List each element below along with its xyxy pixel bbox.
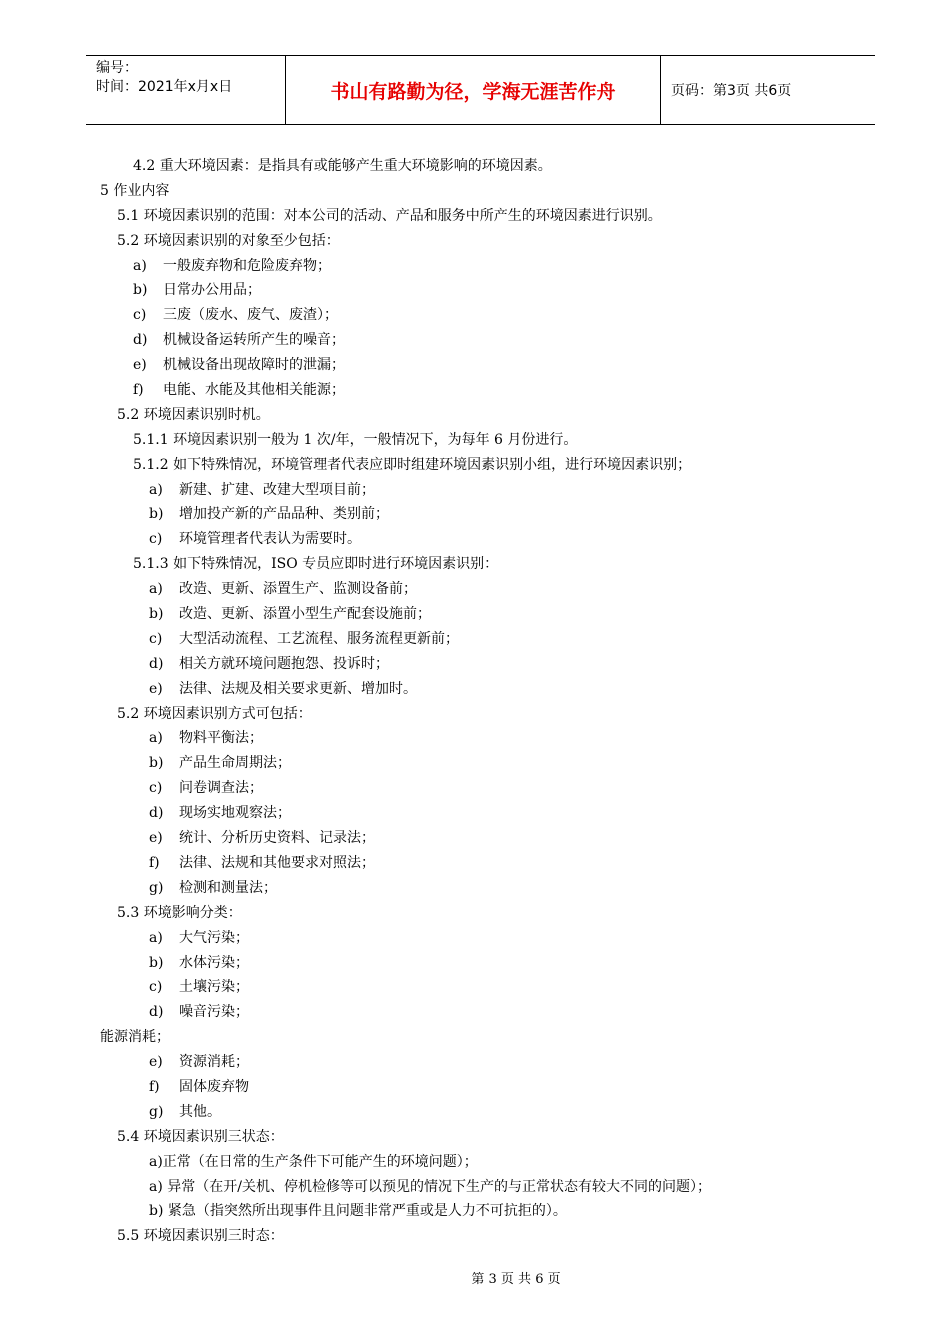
list-marker: a) xyxy=(149,581,163,598)
body-line xyxy=(0,826,950,851)
list-marker: e) xyxy=(133,357,147,374)
line-text: 物料平衡法； xyxy=(179,730,263,747)
list-marker: f) xyxy=(149,854,160,871)
list-marker: f) xyxy=(149,1078,160,1095)
line-text: a) 异常（在开/关机、停机检修等可以预见的情况下生产的与正常状态有较大不同的问题）； xyxy=(149,1178,711,1195)
body-line xyxy=(0,229,950,254)
page-footer: 第 3 页 共 6 页 xyxy=(471,1272,561,1287)
list-marker: d) xyxy=(149,1004,164,1021)
body-line xyxy=(0,1100,950,1125)
body-line xyxy=(0,428,950,453)
list-marker: c) xyxy=(149,780,163,797)
line-text: 5.2 环境因素识别的对象至少包括： xyxy=(117,232,340,249)
list-marker: b) xyxy=(149,954,164,971)
body-line xyxy=(0,602,950,627)
body-line xyxy=(0,527,950,552)
list-marker: c) xyxy=(149,630,163,647)
list-marker: b) xyxy=(149,606,164,623)
line-text: 检测和测量法； xyxy=(179,879,277,896)
body-line xyxy=(0,328,950,353)
list-marker: c) xyxy=(133,307,147,324)
list-marker: b) xyxy=(149,755,164,772)
body-line xyxy=(0,502,950,527)
body-line xyxy=(0,975,950,1000)
line-text: 5.2 环境因素识别时机。 xyxy=(117,406,270,423)
list-marker: c) xyxy=(149,979,163,996)
body-line xyxy=(0,154,950,179)
list-marker: c) xyxy=(149,531,163,548)
header-left-cell xyxy=(86,56,286,124)
body-line xyxy=(0,901,950,926)
line-text: 问卷调查法； xyxy=(179,780,263,797)
body-line xyxy=(0,776,950,801)
list-marker: d) xyxy=(133,332,148,349)
line-text: 相关方就环境问题抱怨、投诉时； xyxy=(179,655,389,672)
body-line xyxy=(0,627,950,652)
body-line xyxy=(0,378,950,403)
body-line xyxy=(0,1150,950,1175)
header-slogan: 书山有路勤为径，学海无涯苦作舟 xyxy=(286,56,661,124)
list-marker: b) xyxy=(149,506,164,523)
body-line xyxy=(0,303,950,328)
body-line xyxy=(0,1025,950,1050)
line-text: 5.1.2 如下特殊情况，环境管理者代表应即时组建环境因素识别小组，进行环境因素识别； xyxy=(133,456,692,473)
body-line xyxy=(0,478,950,503)
document-header xyxy=(86,55,875,125)
body-line xyxy=(0,726,950,751)
line-text: 三废（废水、废气、废渣）； xyxy=(163,307,338,324)
document-number-label: 编号： xyxy=(96,60,138,76)
list-marker: e) xyxy=(149,1054,163,1071)
body-line xyxy=(0,652,950,677)
line-text: 法律、法规及相关要求更新、增加时。 xyxy=(179,680,417,697)
line-text: 改造、更新、添置小型生产配套设施前； xyxy=(179,606,431,623)
line-text: 其他。 xyxy=(179,1103,221,1120)
list-marker: a) xyxy=(133,257,147,274)
body-line xyxy=(0,204,950,229)
list-marker: g) xyxy=(149,1103,164,1120)
line-text: 固体废弃物 xyxy=(179,1078,249,1095)
line-text: 一般废弃物和危险废弃物； xyxy=(163,257,331,274)
body-line xyxy=(0,1000,950,1025)
body-line xyxy=(0,677,950,702)
line-text: b) 紧急（指突然所出现事件且问题非常严重或是人力不可抗拒的）。 xyxy=(149,1203,567,1220)
list-marker: f) xyxy=(133,382,144,399)
line-text: 新建、扩建、改建大型项目前； xyxy=(179,481,375,498)
line-text: 5.1 环境因素识别的范围：对本公司的活动、产品和服务中所产生的环境因素进行识别。 xyxy=(117,207,662,224)
body-line xyxy=(0,179,950,204)
line-text: 改造、更新、添置生产、监测设备前； xyxy=(179,581,417,598)
body-line xyxy=(0,1224,950,1249)
list-marker: a) xyxy=(149,481,163,498)
line-text: 法律、法规和其他要求对照法； xyxy=(179,854,375,871)
line-text: 5.3 环境影响分类： xyxy=(117,904,242,921)
line-text: 机械设备出现故障时的泄漏； xyxy=(163,357,345,374)
body-line xyxy=(0,876,950,901)
list-marker: d) xyxy=(149,655,164,672)
list-marker: g) xyxy=(149,879,164,896)
line-text: 日常办公用品； xyxy=(163,282,261,299)
line-text: 电能、水能及其他相关能源； xyxy=(163,382,345,399)
line-text: 噪音污染； xyxy=(179,1004,249,1021)
list-marker: e) xyxy=(149,830,163,847)
body-line xyxy=(0,453,950,478)
body-line xyxy=(0,353,950,378)
body-line xyxy=(0,1050,950,1075)
line-text: 现场实地观察法； xyxy=(179,805,291,822)
body-line xyxy=(0,1199,950,1224)
body-line xyxy=(0,1175,950,1200)
document-body xyxy=(0,154,950,1249)
line-text: a)正常（在日常的生产条件下可能产生的环境问题）； xyxy=(149,1153,478,1170)
body-line xyxy=(0,951,950,976)
line-text: 5.4 环境因素识别三状态： xyxy=(117,1128,284,1145)
body-line xyxy=(0,751,950,776)
body-line xyxy=(0,278,950,303)
list-marker: b) xyxy=(133,282,148,299)
line-text: 环境管理者代表认为需要时。 xyxy=(179,531,361,548)
line-text: 5.1.1 环境因素识别一般为 1 次/年，一般情况下，为每年 6 月份进行。 xyxy=(133,431,578,448)
list-marker: e) xyxy=(149,680,163,697)
body-line xyxy=(0,254,950,279)
line-text: 4.2 重大环境因素：是指具有或能够产生重大环境影响的环境因素。 xyxy=(133,158,552,174)
line-text: 产品生命周期法； xyxy=(179,755,291,772)
list-marker: a) xyxy=(149,929,163,946)
line-text: 5.2 环境因素识别方式可包括： xyxy=(117,705,312,722)
body-line xyxy=(0,403,950,428)
line-text: 大型活动流程、工艺流程、服务流程更新前； xyxy=(179,630,459,647)
list-marker: a) xyxy=(149,730,163,747)
header-page-info: 页码：第3页 共6页 xyxy=(671,83,792,99)
line-text: 能源消耗； xyxy=(100,1029,170,1046)
line-text: 统计、分析历史资料、记录法； xyxy=(179,830,375,847)
body-line xyxy=(0,577,950,602)
body-line xyxy=(0,801,950,826)
list-marker: d) xyxy=(149,805,164,822)
line-text: 大气污染； xyxy=(179,929,249,946)
line-text: 土壤污染； xyxy=(179,979,249,996)
body-line xyxy=(0,1075,950,1100)
line-text: 5.5 环境因素识别三时态： xyxy=(117,1228,284,1245)
body-line xyxy=(0,851,950,876)
body-line xyxy=(0,1125,950,1150)
line-text: 资源消耗； xyxy=(179,1054,249,1071)
line-text: 5.1.3 如下特殊情况，ISO 专员应即时进行环境因素识别： xyxy=(133,556,499,573)
line-text: 增加投产新的产品品种、类别前； xyxy=(179,506,389,523)
line-text: 机械设备运转所产生的噪音； xyxy=(163,332,345,349)
body-line xyxy=(0,552,950,577)
line-text: 5 作业内容 xyxy=(100,182,170,199)
body-line xyxy=(0,702,950,727)
document-time-label: 时间：2021年x月x日 xyxy=(96,79,233,95)
body-line xyxy=(0,926,950,951)
line-text: 水体污染； xyxy=(179,954,249,971)
